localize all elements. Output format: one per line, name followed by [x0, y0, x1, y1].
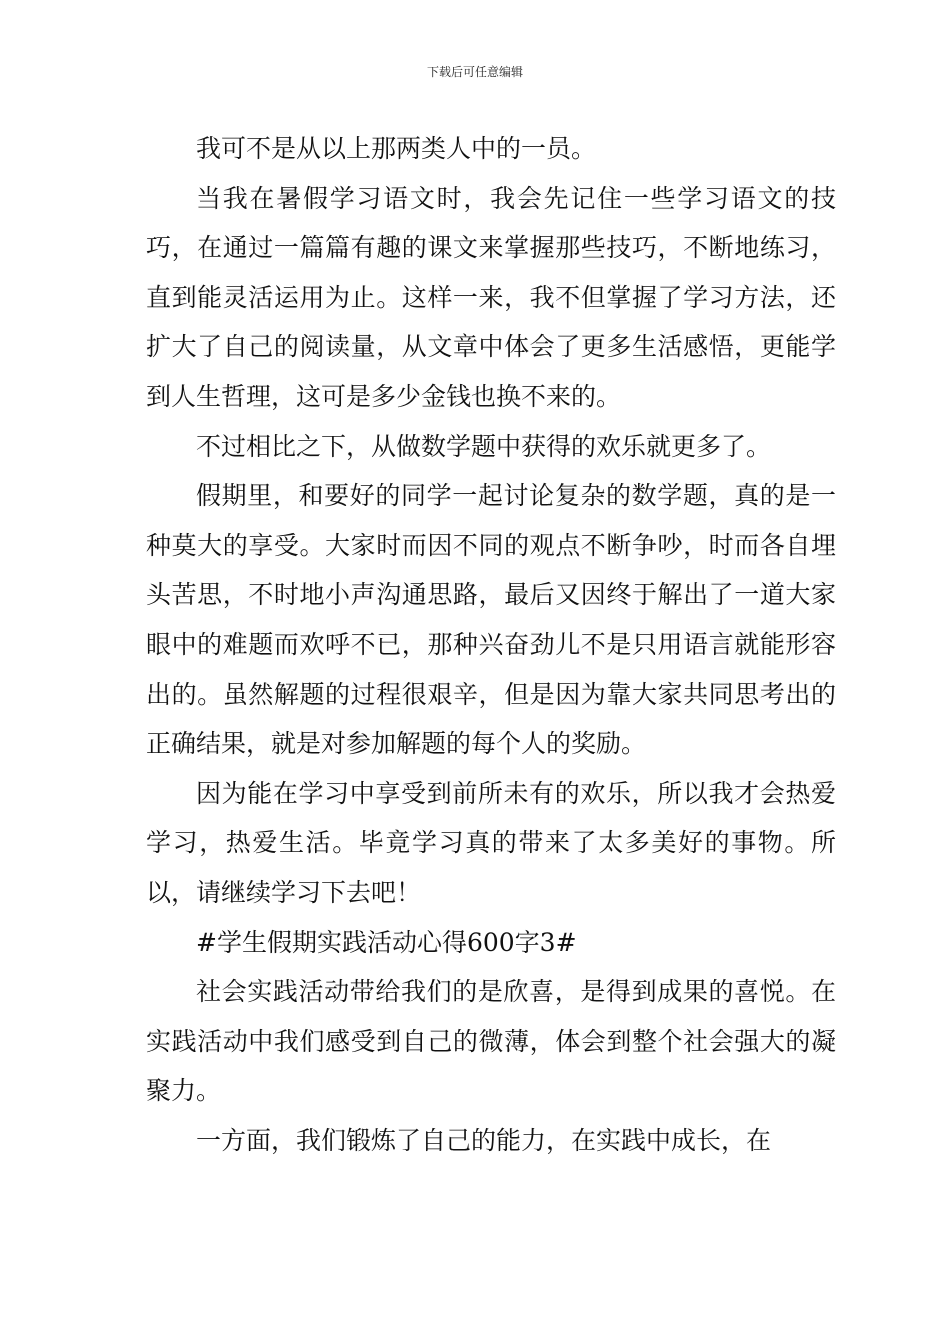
document-body: [146, 124, 836, 1165]
page-header-note: 下载后可任意编辑: [426, 65, 523, 79]
paragraph: 一方面，我们锻炼了自己的能力，在实践中成长，在: [196, 1125, 772, 1155]
section-heading: #学生假期实践活动心得600字3#: [196, 927, 577, 957]
paragraph: 当我在暑假学习语文时，我会先记住一些学习语文的技巧，在通过一篇篇有趣的课文来掌握那些技巧，不断地练习，直到能灵活运用为止。这样一来，我不但掌握了学习方法，还扩大了自己的阅读量，从文章中体会了更多生活感悟，更能学到人生哲理，这可是多少金钱也换不来的。: [146, 183, 836, 411]
paragraph: 假期里，和要好的同学一起讨论复杂的数学题，真的是一种莫大的享受。大家时而因不同的观点不断争吵，时而各自埋头苦思，不时地小声沟通思路，最后又因终于解出了一道大家眼中的难题而欢呼不已，那种兴奋劲儿不是只用语言就能形容出的。虽然解题的过程很艰辛，但是因为靠大家共同思考出的正确结果，就是对参加解题的每个人的奖励。: [146, 481, 836, 759]
paragraph: 因为能在学习中享受到前所未有的欢乐，所以我才会热爱学习，热爱生活。毕竟学习真的带来了太多美好的事物。所以，请继续学习下去吧！: [146, 778, 836, 907]
paragraph: 不过相比之下，从做数学题中获得的欢乐就更多了。: [196, 431, 772, 461]
paragraph: 社会实践活动带给我们的是欣喜，是得到成果的喜悦。在实践活动中我们感受到自己的微薄，体会到整个社会强大的凝聚力。: [146, 977, 836, 1106]
paragraph: 我可不是从以上那两类人中的一员。: [196, 134, 597, 163]
